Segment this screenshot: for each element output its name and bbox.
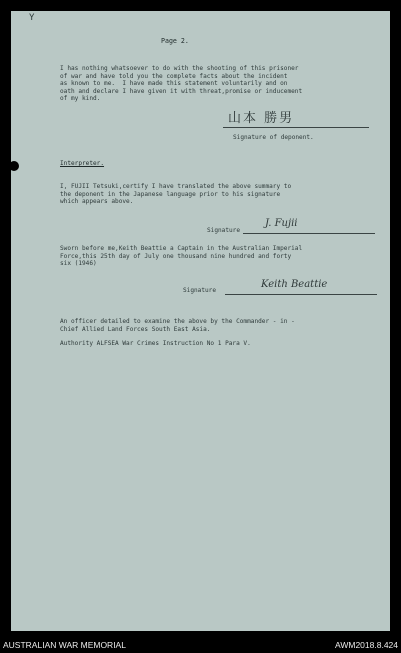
statement-line: of war and have told you the complete facts about the incident xyxy=(60,72,288,80)
officer-note-line: Chief Allied Land Forces South East Asia. xyxy=(60,325,211,333)
certification-line: which appears above. xyxy=(60,198,134,205)
corner-mark: Y xyxy=(29,13,35,23)
footer-accession-number: AWM2018.8.424 xyxy=(335,640,398,650)
footer-bar xyxy=(0,637,401,653)
interpreter-heading: Interpreter. xyxy=(60,160,105,167)
interpreter-signature-label: Signature xyxy=(207,227,241,234)
officer-signature: Keith Beattie xyxy=(261,279,328,290)
statement-line: oath and declare I have given it with threat,promise or inducement xyxy=(60,87,303,95)
document-page xyxy=(11,11,390,631)
certification-line: I, FUJII Tetsuki,certify I have translated the above summary to xyxy=(60,183,292,190)
statement-line: I has nothing whatsoever to do with the shooting of this prisoner xyxy=(60,65,299,72)
page-header: Page 2. xyxy=(161,37,189,45)
deponent-signature-line xyxy=(223,127,369,128)
sworn-line: Force,this 25th day of July one thousand nine hundred and forty xyxy=(60,252,292,260)
officer-signature-line xyxy=(225,294,377,295)
footer-institution: AUSTRALIAN WAR MEMORIAL xyxy=(3,640,126,650)
deponent-signature-caption: Signature of deponent. xyxy=(233,134,314,141)
statement-line: of my kind. xyxy=(60,95,101,102)
certification-line: the deponent in the Japanese language prior to his signature xyxy=(60,190,281,198)
officer-note-line: An officer detailed to examine the above by the Commander - in - xyxy=(60,318,295,325)
interpreter-signature: J. Fujii xyxy=(265,218,298,229)
sworn-line: Sworn before me,Keith Beattie a Captain in the Australian Imperial xyxy=(60,245,303,252)
punch-hole xyxy=(9,161,19,171)
interpreter-signature-line xyxy=(243,233,375,234)
deponent-signature-japanese: 山本 勝男 xyxy=(228,111,295,126)
sworn-line: six (1946) xyxy=(60,260,97,267)
officer-signature-label: Signature xyxy=(183,287,217,294)
authority-line: Authority ALFSEA War Crimes Instruction No 1 Para V. xyxy=(60,340,251,347)
statement-line: as known to me. I have made this statement voluntarily and on xyxy=(60,80,288,87)
